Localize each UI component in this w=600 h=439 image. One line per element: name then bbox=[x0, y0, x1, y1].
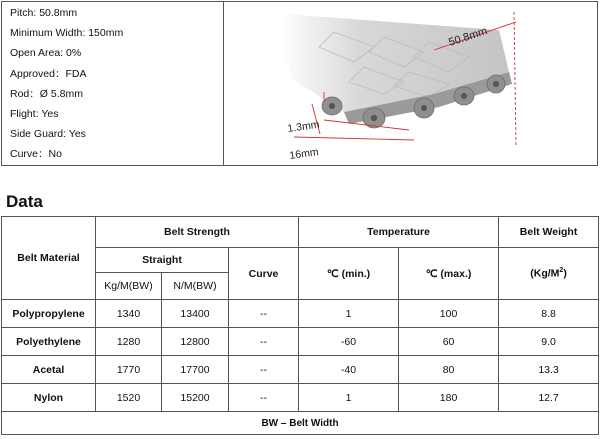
col-tmin: ℃ (min.) bbox=[299, 248, 399, 300]
col-straight: Straight bbox=[96, 248, 229, 273]
spec-rod: Rod：Ø 5.8mm bbox=[10, 87, 83, 100]
col-n: N/M(BW) bbox=[162, 273, 229, 300]
spec-pitch: Pitch: 50.8mm bbox=[10, 7, 78, 19]
header-row-1 bbox=[2, 217, 599, 248]
dim-pitch-label: 50.8mm bbox=[447, 25, 489, 49]
dim-height-label: 16mm bbox=[288, 146, 320, 162]
data-title: Data bbox=[6, 192, 43, 211]
table-row: Acetal 1770 17700 -- -40 80 13.3 bbox=[2, 356, 599, 384]
table-row: Nylon 1520 15200 -- 1 180 12.7 bbox=[2, 384, 599, 412]
footnote: BW – Belt Width bbox=[2, 412, 599, 435]
footnote-row bbox=[2, 412, 599, 435]
table-row: Polypropylene 1340 13400 -- 1 100 8.8 bbox=[2, 300, 599, 328]
spec-minimum-width: Minimum Width: 150mm bbox=[10, 27, 124, 40]
col-weight-unit: $(Kg/M^2)$ bbox=[499, 248, 599, 300]
spec-curve: Curve：No bbox=[10, 148, 62, 161]
belt-data-table bbox=[1, 216, 599, 435]
col-curve: Curve bbox=[229, 248, 299, 300]
spec-box bbox=[1, 1, 598, 166]
col-weight: Belt Weight bbox=[499, 217, 599, 248]
col-temperature: Temperature bbox=[299, 217, 499, 248]
col-tmax: ℃ (max.) bbox=[399, 248, 499, 300]
dim-thickness-label: 1.3mm bbox=[286, 118, 321, 135]
spec-flight: Flight: Yes bbox=[10, 107, 59, 120]
spec-list bbox=[2, 2, 224, 165]
spec-open-area: Open Area: 0% bbox=[10, 47, 82, 60]
table-row: Polyethylene 1280 12800 -- -60 60 9.0 bbox=[2, 328, 599, 356]
spec-side-guard: Side Guard: Yes bbox=[10, 128, 86, 141]
col-material: Belt Material bbox=[2, 217, 96, 300]
spec-approved: Approved：FDA bbox=[10, 67, 87, 80]
belt-module-diagram bbox=[224, 2, 597, 165]
col-strength: Belt Strength bbox=[96, 217, 299, 248]
col-kg: Kg/M(BW) bbox=[96, 273, 162, 300]
